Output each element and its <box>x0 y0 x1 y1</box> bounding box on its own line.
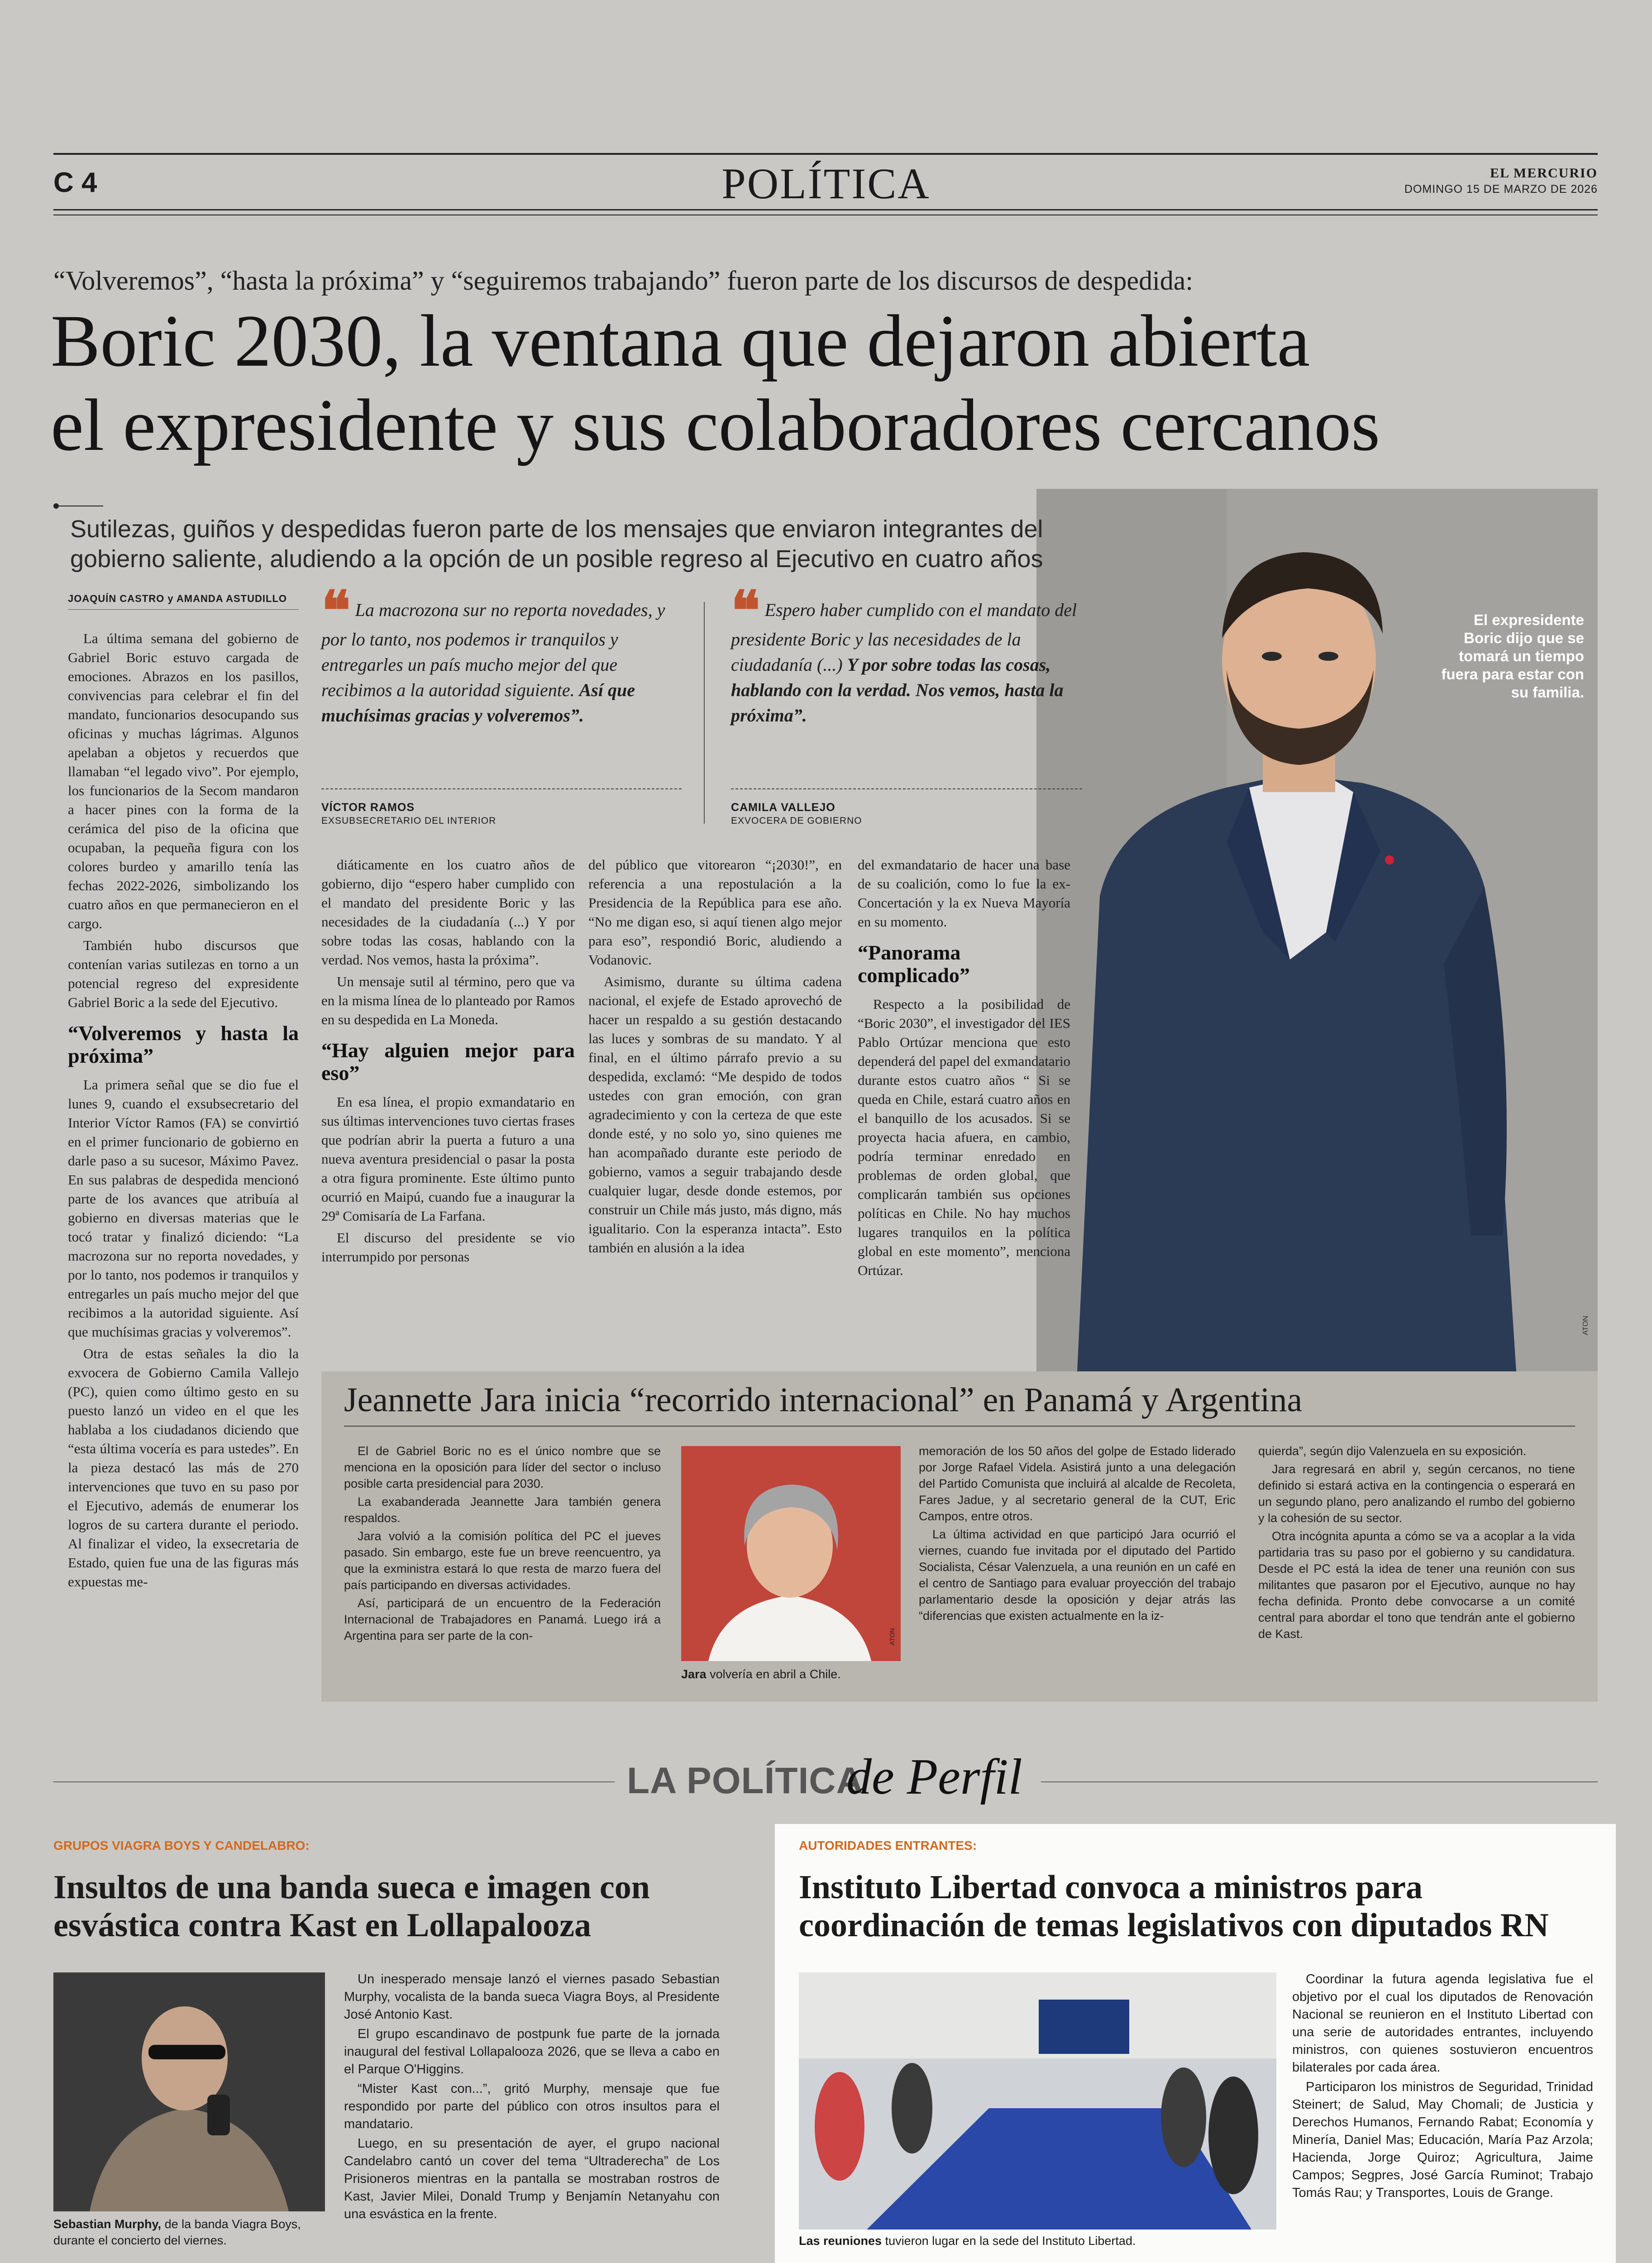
story-column-1 <box>68 629 299 1594</box>
subhead: “Panorama complicado” <box>858 941 970 987</box>
jara-column-2 <box>919 1443 1236 1626</box>
quote-ramos: ❝ La macrozona sur no reporta novedades, y por lo tanto, nos podemos ir tranquilos y entregarles un país mucho mejor del que recibimos a la autoridad siguiente. Así que muchísimas gracias y volveremos”. <box>321 579 665 726</box>
perfil-right-caption: Las reuniones tuvieron lugar en la sede del Instituto Libertad. <box>799 2234 1136 2248</box>
paragraph: quierda”, según dijo Valenzuela en su exposición. <box>1258 1444 1527 1458</box>
paragraph: Coordinar la futura agenda legislativa fue el objetivo por el cual los diputados de Renovación Nacional se reunieron en el Instituto Libertad con una serie de autoridades entrantes, incluyendo ministros, con quienes sostuvieron encuentros bilaterales por cada área. <box>1292 1972 1593 2075</box>
byline: JOAQUÍN CASTRO y AMANDA ASTUDILLO <box>68 593 287 604</box>
story-column-3 <box>588 855 842 1260</box>
subhead: “Hay alguien mejor para eso” <box>321 1039 575 1084</box>
paragraph: Jara volvió a la comisión política del PC el jueves pasado. Sin embargo, este fue un breve reencuentro, ya que la exministra estará lo que resta de marzo fuera del país participando en diversas actividades. <box>344 1529 661 1592</box>
perfil-rule-right <box>1041 1781 1598 1782</box>
byline-rule <box>68 609 299 610</box>
jara-photo-figure <box>681 1446 901 1661</box>
boric-photo <box>1036 489 1598 1371</box>
header-bottom-rule <box>53 209 1598 210</box>
perfil-left-kicker: GRUPOS VIAGRA BOYS Y CANDELABRO: <box>53 1838 310 1852</box>
paragraph: La última semana del gobierno de Gabriel Boric estuvo cargada de emociones. Abrazos en los pasillos, convivencias para celebrar el fin del mandato, funcionarios desocupando sus oficinas y muchas lágrimas. Algunos apelaban a objetos y recuerdos que llamaban “el legado vivo”. Por ejemplo, los funcionarios de la Secom mandaron a hacer pines con la forma de la cerámica del piso de la oficina que ocupaban, la pequeña figura con los colores burdeo y amarillo tenía las fechas 2022-2026, simbolizando los cuatro años en que permanecieron en el cargo. <box>68 630 299 931</box>
jara-column-1 <box>344 1443 661 1646</box>
paragraph: “Mister Kast con...”, gritó Murphy, mensaje que fue respondido por parte del público con otros insultos para el mandatario. <box>344 2082 720 2131</box>
perfil-right-headline-line1: Instituto Libertad convoca a ministros para <box>799 1869 1423 1906</box>
subhead: “Volveremos y hasta la próxima” <box>68 1022 299 1067</box>
perfil-title-script: de Perfil <box>846 1749 1022 1805</box>
story-deck-line1: Sutilezas, guiños y despedidas fueron parte de los mensajes que enviaron integrantes del <box>70 516 1043 543</box>
jara-headline: Jeannette Jara inicia “recorrido internacional” en Panamá y Argentina <box>344 1381 1303 1419</box>
jara-rule <box>344 1426 1575 1427</box>
paragraph: Otra incógnita apunta a cómo se va a acoplar a la vida partidaria tras su paso por el gobierno y su candidatura. Desde el PC está la idea de tener una reunión con sus militantes que pasaron por el Ejecutivo, aunque no hay fecha definida. Pronto debe convocarse a un comité central para abordar el tono que tendrán ante el gobierno de Kast. <box>1258 1529 1575 1641</box>
perfil-title-sans: LA POLÍTICA <box>627 1760 864 1801</box>
quote-dotted-rule <box>731 788 1084 789</box>
story-column-4 <box>858 855 1070 1283</box>
quote-vallejo-role: EXVOCERA DE GOBIERNO <box>731 816 862 826</box>
story-headline-line1: Boric 2030, la ventana que dejaron abierta <box>51 300 1310 382</box>
paragraph: Otra de estas señales la dio la exvocera de Gobierno Camila Vallejo (PC), quien como último gesto en su puesto lanzó un video en el que les hablaba a los ciudadanos diciendo que “esta última vocería es para ustedes”. En la pieza destacó las más de 270 intervenciones que tuvo en su paso por el Ejecutivo, además de enumerar los logros de su cartera durante el periodo. Al finalizar el video, la exsecretaria de Estado, quien fue una de las figuras más expuestas me- <box>68 1346 299 1590</box>
viagra-boys-photo-figure <box>53 1972 325 2211</box>
perfil-left-headline-line1: Insultos de una banda sueca e imagen con <box>53 1869 650 1906</box>
quote-divider <box>704 602 705 824</box>
paragraph: Asimismo, durante su última cadena nacional, el exjefe de Estado aprovechó de hacer un respaldo a su gestión destacando las luces y sombras de su mandato. Y al final, en el último párrafo previo a su despedida, exclamó: “Me despido de todos ustedes con gran emoción, con gran agradecimiento y con la certeza de que este donde esté, y no solo yo, sino quienes me han acompañado durante este periodo de gobierno, vamos a seguir trabajando desde cualquier lugar, desde donde estemos, por construir un Chile más justo, más digno, más igualitario. Con la esperanza intacta”. Esto también en alusión a la idea <box>588 974 842 1256</box>
quote-mark-icon: ❝ <box>321 579 351 643</box>
issue-date: DOMINGO 15 DE MARZO DE 2026 <box>1404 183 1598 196</box>
paragraph: Jara regresará en abril y, según cercanos, no tiene definido si estará activa en la contingencia o esperará en un segundo plano, pero analizando el rumbo del gobierno y la cohesión de su sector. <box>1258 1462 1575 1525</box>
perfil-left-headline-line2: esvástica contra Kast en Lollapalooza <box>53 1907 592 1944</box>
paragraph: Respecto a la posibilidad de “Boric 2030”, el investigador del IES Pablo Ortúzar menciona que esto dependerá del papel del exmandatario durante estos cuatro años “ Si se queda en Chile, estará cuatro años en el banquillo de los acusados. Si se proyecta hacia afuera, en cambio, podría terminar enredado en problemas de orden global, que complicarán también sus opciones políticas en Chile. No hay muchos lugares tranquilos en la política global en este momento”, menciona Ortúzar. <box>858 996 1070 1278</box>
paragraph: diáticamente en los cuatro años de gobierno, dijo “espero haber cumplido con el mandato del presidente Boric y las necesidades de la ciudadanía (...) Y por sobre todas las cosas, hablando con la verdad. Nos vemos, hasta la próxima”. <box>321 857 575 968</box>
jara-column-3 <box>1258 1443 1575 1644</box>
perfil-right-text <box>1292 1971 1593 2204</box>
photo-credit: ATON <box>1582 1316 1590 1335</box>
quote-ramos-role: EXSUBSECRETARIO DEL INTERIOR <box>321 816 497 826</box>
story-headline-line2: el expresidente y sus colaboradores cercanos <box>51 384 1380 466</box>
header-top-rule <box>53 153 1598 155</box>
paragraph: Un mensaje sutil al término, pero que va en la misma línea de lo planteado por Ramos en su despedida en La Moneda. <box>321 974 575 1027</box>
quote-mark-icon: ❝ <box>731 579 760 643</box>
page-label: C 4 <box>53 167 97 198</box>
instituto-libertad-photo <box>799 1972 1276 2230</box>
quote-dotted-rule <box>321 788 683 789</box>
paragraph: Luego, en su presentación de ayer, el grupo nacional Candelabro cantó un cover del tema “Ultraderecha” de Los Prisioneros mientras en la pantalla se mostraban rostros de Kast, Javier Milei, Donald Trump y Benjamín Netanyahu con una esvástica en la frente. <box>344 2136 720 2221</box>
paragraph: Así, participará de un encuentro de la Federación Internacional de Trabajadores en Panamá. Luego irá a Argentina para ser parte de la con- <box>344 1596 661 1642</box>
jara-photo <box>681 1446 901 1661</box>
jara-caption: Jara volvería en abril a Chile. <box>681 1667 841 1681</box>
story-column-2 <box>321 855 575 1269</box>
perfil-left-text <box>344 1971 720 2225</box>
jara-photo-credit: ATON <box>888 1628 896 1645</box>
quote-vallejo-name: CAMILA VALLEJO <box>731 801 836 814</box>
paragraph: Participaron los ministros de Seguridad, Trinidad Steinert; de Salud, May Chomali; de Justicia y Derechos Humanos, Fernando Rabat; Economía y Minería, Daniel Mas; Educación, María Paz Arzola; Hacienda, Jorge Quiroz; Agricultura, Jaime Campos; Segpres, José García Ruminot; Trabajo Tomás Rau; y Transportes, Louis de Grange. <box>1292 2080 1593 2200</box>
paragraph: El discurso del presidente se vio interrumpido por personas <box>321 1230 575 1265</box>
paragraph: El de Gabriel Boric no es el único nombre que se menciona en la oposición para líder del sector o incluso posible carta presidencial para 2030. <box>344 1444 661 1490</box>
paragraph: En esa línea, el propio exmandatario en sus últimas intervenciones tuvo ciertas frases que podrían abrir la puerta a futuro a una nueva aventura presidencial o pasar la posta a otra figura prominente. Este último punto ocurrió en Maipú, cuando fue a inaugurar la 29ª Comisaría de La Farfana. <box>321 1094 575 1224</box>
paragraph: Un inesperado mensaje lanzó el viernes pasado Sebastian Murphy, vocalista de la banda sueca Viagra Boys, al Presidente José Antonio Kast. <box>344 1972 720 2022</box>
story-kicker: “Volveremos”, “hasta la próxima” y “seguiremos trabajando” fueron parte de los discursos de despedida: <box>53 266 1194 296</box>
paragraph: del exmandatario de hacer una base de su coalición, como lo fue la ex-Concertación y la ex Nueva Mayoría en su momento. <box>858 857 1070 930</box>
paragraph: También hubo discursos que contenían varias sutilezas en torno a un potencial regreso del expresidente Gabriel Boric a la sede del Ejecutivo. <box>68 937 299 1010</box>
paragraph: del público que vitorearon “¡2030!”, en referencia a una repostulación a la Presidencia de la República para ese año. “No me digan eso, si aquí tienen algo mejor para eso”, respondió Boric, aludiendo a Vodanovic. <box>588 857 842 968</box>
paragraph: La primera señal que se dio fue el lunes 9, cuando el exsubsecretario del Interior Víctor Ramos (FA) se convirtió en el primer funcionario de gobierno en darle paso a su sucesor, Máximo Pavez. En sus palabras de despedida mencionó parte de los avances que atribuía al gobierno en diversas materias que le tocó tratar y finalizó diciendo: “La macrozona sur no reporta novedades, y por lo tanto, nos podemos ir tranquilos y entregarles un país mucho mejor del que recibimos a la autoridad siguiente. Así que muchísimas gracias y volveremos”. <box>68 1077 299 1340</box>
masthead: EL MERCURIO <box>1490 166 1598 181</box>
paragraph: La última actividad en que participó Jara ocurrió el viernes, cuando fue invitada por el diputado del Partido Socialista, César Valenzuela, a una reunión en un café en el centro de Santiago para evaluar proyección del trabajo parlamentario desde la oposición y dejar atrás las “diferencias que existen actualmente en la iz- <box>919 1528 1236 1623</box>
story-deck-line2: gobierno saliente, aludiendo a la opción de un posible regreso al Ejecutivo en cuatro años <box>70 545 1043 573</box>
perfil-left-caption: Sebastian Murphy, de la banda Viagra Boys, durante el concierto del viernes. <box>53 2217 301 2247</box>
instituto-libertad-photo-figure <box>799 1972 1276 2230</box>
quote-vallejo: ❝ Espero haber cumplido con el mandato del presidente Boric y las necesidades de la ciudadanía (...) Y por sobre todas las cosas, hablando con la verdad. Nos vemos, hasta la próxima”. <box>731 579 1077 726</box>
perfil-right-headline-line2: coordinación de temas legislativos con diputados RN <box>799 1907 1549 1944</box>
section-title: POLÍTICA <box>721 159 931 208</box>
photo-caption: El expresidente Boric dijo que se tomará un tiempo fuera para estar con su familia. <box>1441 611 1584 701</box>
paragraph: memoración de los 50 años del golpe de Estado liderado por Jorge Rafael Videla. Asistirá junto a una delegación del Partido Comunista que incluirá al alcalde de Recoleta, Fares Jadue, y al secretario general de la CUT, Eric Campos, entre otros. <box>919 1444 1236 1523</box>
paragraph: La exabanderada Jeannette Jara también genera respaldos. <box>344 1495 661 1525</box>
paragraph: El grupo escandinavo de postpunk fue parte de la jornada inaugural del festival Lollapalooza 2026, que se lleva a cabo en el Parque O'Higgins. <box>344 2027 720 2077</box>
viagra-boys-photo <box>53 1972 325 2211</box>
quote-ramos-name: VÍCTOR RAMOS <box>321 801 415 814</box>
perfil-right-kicker: AUTORIDADES ENTRANTES: <box>799 1838 977 1852</box>
perfil-rule-left <box>53 1781 615 1782</box>
